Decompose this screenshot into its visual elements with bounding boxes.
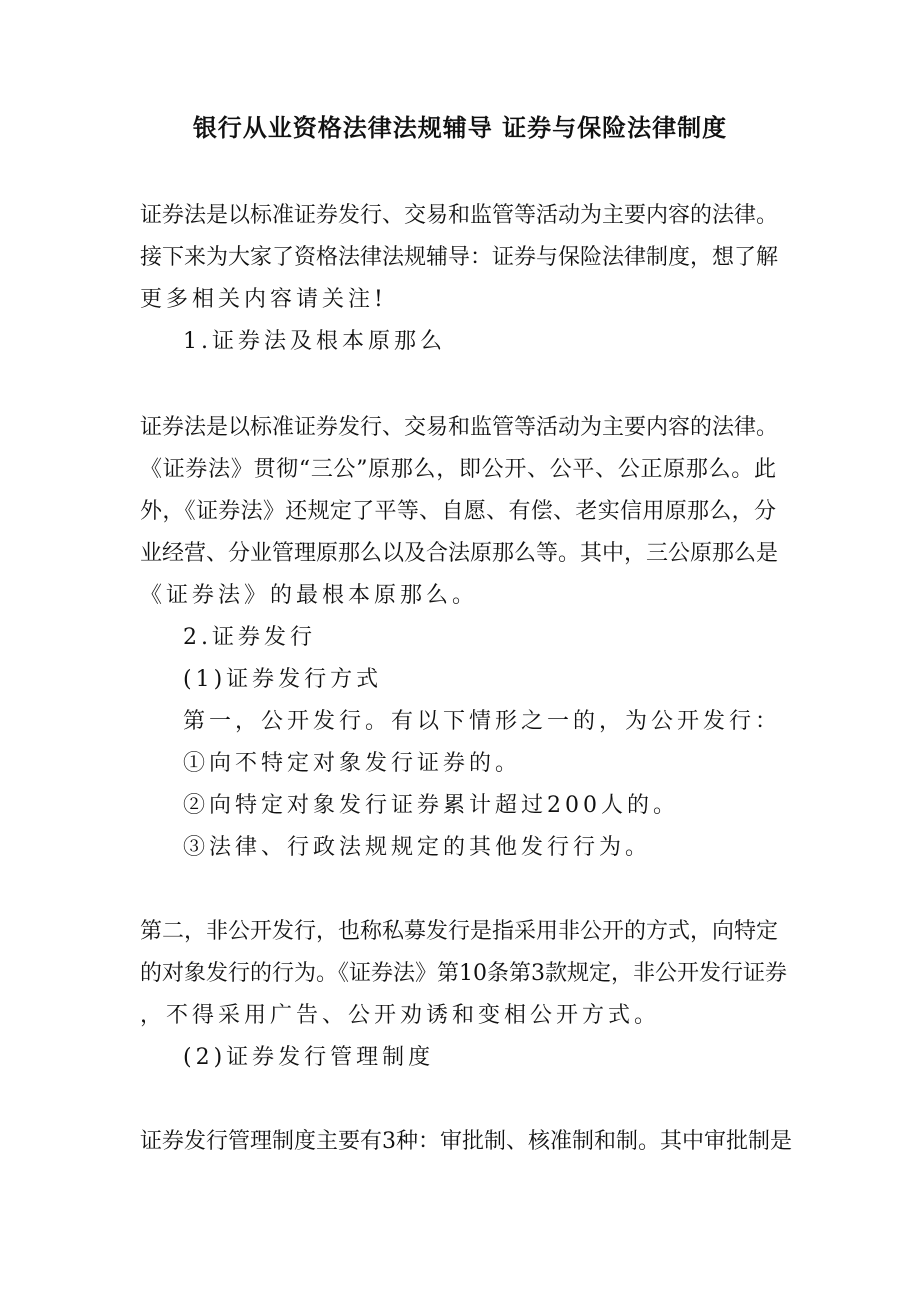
paragraph-line: 更多相关内容请关注! — [140, 287, 387, 312]
subsection-heading: (1)证券发行方式 — [183, 667, 383, 692]
document-title: 银行从业资格法律法规辅导 证券与保险法律制度 — [192, 114, 728, 142]
paragraph-line: 的对象发行的行为。《证券法》第10条第3款规定，非公开发行证券 — [140, 961, 787, 986]
paragraph-line: 《证券法》贯彻“三公”原那么，即公开、公平、公正原那么。此 — [140, 457, 776, 482]
paragraph-line: 《证券法》的最根本原那么。 — [140, 583, 479, 608]
paragraph-line: 证券发行管理制度主要有3种：审批制、核准制和制。其中审批制是 — [140, 1129, 792, 1154]
paragraph-line: 业经营、分业管理原那么以及合法原那么等。其中，三公原那么是 — [140, 541, 779, 566]
paragraph-line: 证券法是以标准证券发行、交易和监管等活动为主要内容的法律。 — [140, 415, 779, 440]
paragraph-line: 外，《证券法》还规定了平等、自愿、有偿、老实信用原那么，分 — [140, 499, 776, 524]
section-heading: 1.证券法及根本原那么 — [183, 329, 446, 354]
list-item: ②向特定对象发行证券累计超过200人的。 — [183, 793, 679, 818]
paragraph-line: 证券法是以标准证券发行、交易和监管等活动为主要内容的法律。 — [140, 203, 779, 228]
subsection-heading: (2)证券发行管理制度 — [183, 1045, 435, 1070]
paragraph-line: 接下来为大家了资格法律法规辅导：证券与保险法律制度，想了解 — [140, 245, 779, 270]
list-item: ③法律、行政法规规定的其他发行行为。 — [183, 835, 652, 860]
paragraph-line: 第一，公开发行。有以下情形之一的，为公开发行： — [183, 709, 782, 734]
list-item: ①向不特定对象发行证券的。 — [183, 751, 522, 776]
paragraph-line: ，不得采用广告、公开劝诱和变相公开方式。 — [140, 1003, 661, 1028]
paragraph-line: 第二，非公开发行，也称私募发行是指采用非公开的方式，向特定 — [140, 919, 779, 944]
section-heading: 2.证券发行 — [183, 625, 316, 650]
